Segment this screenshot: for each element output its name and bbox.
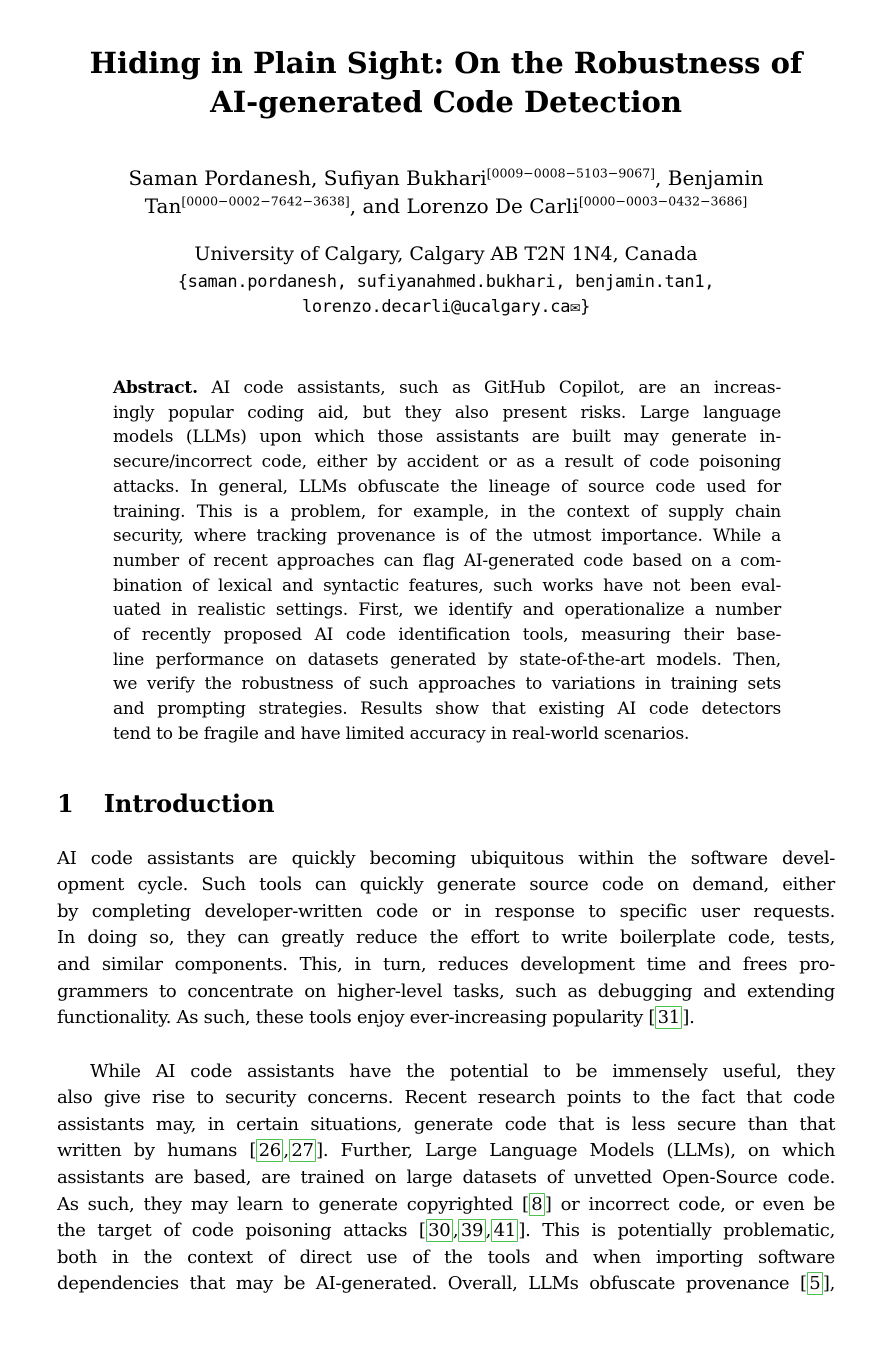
- text-line: models (LLMs) upon which those assistants are built may generate in-: [113, 427, 781, 448]
- text-line: AI code assistants are quickly becoming ubiquitous within the software devel-: [57, 847, 835, 869]
- text-line: ingly popular coding aid, but they also present risks. Large language: [113, 402, 781, 423]
- text-line: tend to be fragile and have limited accuracy in real-world scenarios.: [113, 723, 690, 744]
- email-line: {saman.pordanesh, sufiyanahmed.bukhari, benjamin.tan1,: [177, 272, 715, 292]
- text-line: and similar components. This, in turn, reduces development time and frees pro-: [57, 953, 835, 975]
- citation-link[interactable]: 5: [807, 1272, 823, 1295]
- intro-paragraph-2: [57, 1059, 835, 1298]
- author-line: Saman Pordanesh, Sufiyan Bukhari[0009−0008−5103−9067], Benjamin: [128, 165, 764, 190]
- text-line: bination of lexical and syntactic features, such works have not been eval-: [113, 575, 781, 596]
- citation-link[interactable]: 26: [256, 1139, 283, 1162]
- section-heading: [57, 789, 835, 819]
- authors: [0, 164, 892, 220]
- text-line: also give rise to security concerns. Recent research points to the fact that code: [57, 1087, 835, 1109]
- intro-paragraph-1: [57, 846, 835, 1032]
- citation-link[interactable]: 27: [289, 1139, 316, 1162]
- text-line: and prompting strategies. Results show that existing AI code detectors: [113, 699, 781, 720]
- text-line: training. This is a problem, for example, in the context of supply chain: [113, 501, 781, 522]
- abstract: [113, 376, 781, 747]
- text-line: the target of code poisoning attacks [ 30 , 39 , 41 ]. This is potentially problematic,: [57, 1220, 836, 1242]
- text-line: by completing developer-written code or in response to specific user requests.: [57, 900, 835, 922]
- orcid-id: [0000−0002−7642−3638]: [181, 193, 350, 209]
- paper-title-line-2: AI-generated Code Detection: [210, 85, 682, 119]
- text-line: written by humans [ 26 , 27 ]. Further, Large Language Models (LLMs), on which: [57, 1140, 835, 1162]
- text-line: Abstract. AI code assistants, such as GitHub Copilot, are an increas-: [113, 378, 781, 398]
- paper-title-line-1: Hiding in Plain Sight: On the Robustness of: [89, 46, 803, 80]
- section-number: 1: [57, 788, 74, 818]
- text-line: of recently proposed AI code identification tools, measuring their base-: [113, 625, 781, 646]
- text-line: line performance on datasets generated by state-of-the-art models. Then,: [113, 649, 781, 670]
- citation-link[interactable]: 30: [426, 1219, 453, 1242]
- citation-link[interactable]: 31: [655, 1006, 682, 1029]
- text-line: opment cycle. Such tools can quickly generate source code on demand, either: [57, 874, 835, 896]
- text-line: grammers to concentrate on higher-level tasks, such as debugging and extending: [57, 980, 835, 1002]
- body-column: [57, 789, 835, 1299]
- citation-link[interactable]: 8: [529, 1193, 545, 1216]
- text-line: number of recent approaches can flag AI-generated code based on a com-: [113, 550, 781, 571]
- text-line: secure/incorrect code, either by accident or as a result of code poisoning: [113, 452, 781, 473]
- text-line: functionality. As such, these tools enjoy ever-increasing popularity [ 31 ].: [57, 1007, 695, 1029]
- author-line: Tan[0000−0002−7642−3638], and Lorenzo De Carli[0000−0003−0432−3686]: [144, 193, 748, 218]
- text-line: we verify the robustness of such approaches to variations in training sets: [113, 674, 781, 695]
- text-line: While AI code assistants have the potential to be immensely useful, they: [90, 1060, 835, 1082]
- text-line: uated in realistic settings. First, we identify and operationalize a number: [113, 600, 781, 621]
- text-line: As such, they may learn to generate copyrighted [ 8 ] or incorrect code, or even be: [57, 1193, 836, 1215]
- affiliation: University of Calgary, Calgary AB T2N 1N4, Canada: [194, 243, 698, 265]
- text-line: attacks. In general, LLMs obfuscate the lineage of source code used for: [113, 476, 781, 497]
- text-line: dependencies that may be AI-generated. Overall, LLMs obfuscate provenance [ 5 ],: [57, 1273, 835, 1295]
- text-line: assistants may, in certain situations, generate code that is less secure than that: [57, 1113, 835, 1135]
- email-line: lorenzo.decarli@ucalgary.ca✉}: [301, 297, 591, 317]
- text-line: In doing so, they can greatly reduce the effort to write boilerplate code, tests,: [57, 927, 835, 949]
- text-line: security, where tracking provenance is of the utmost importance. While a: [113, 526, 781, 547]
- citation-link[interactable]: 41: [491, 1219, 518, 1242]
- text-line: both in the context of direct use of the tools and when importing software: [57, 1246, 835, 1268]
- paper-title: [0, 0, 892, 122]
- orcid-id: [0000−0003−0432−3686]: [578, 193, 748, 209]
- citation-link[interactable]: 39: [458, 1219, 485, 1242]
- email-addresses: [0, 270, 892, 320]
- orcid-id: [0009−0008−5103−9067]: [486, 165, 656, 181]
- abstract-label: Abstract.: [113, 378, 198, 398]
- text-line: assistants are based, are trained on large datasets of unvetted Open-Source code.: [57, 1167, 835, 1189]
- section-title: Introduction: [103, 788, 275, 818]
